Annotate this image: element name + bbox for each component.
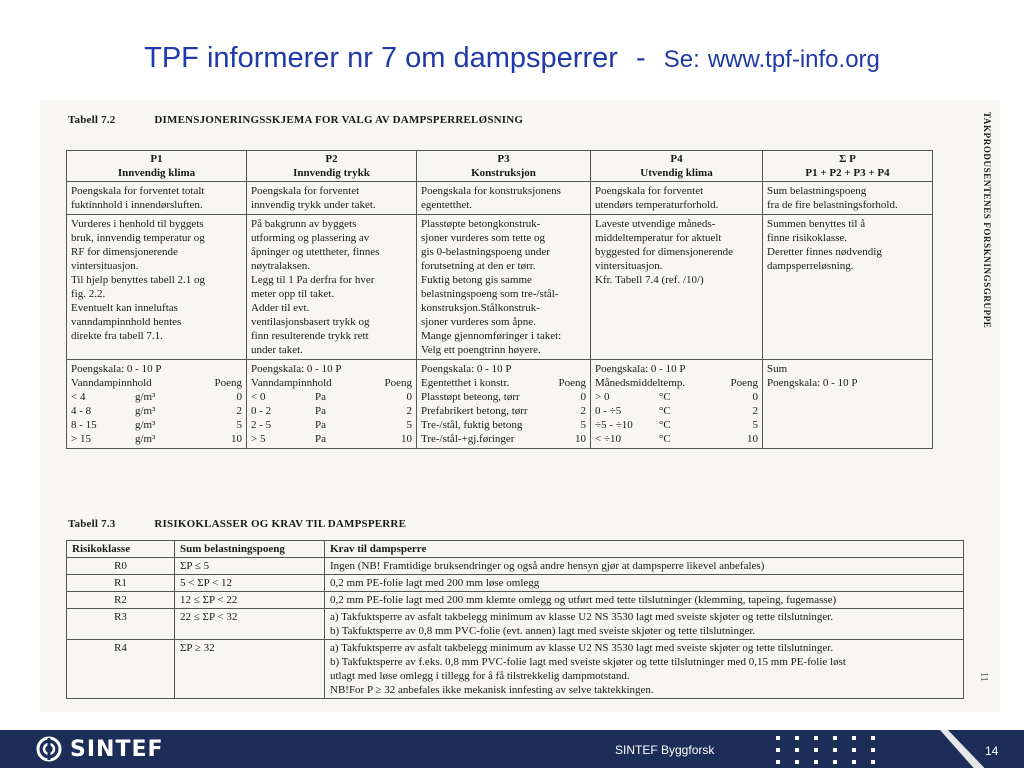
scale-row <box>251 404 412 418</box>
description-line: vintersituasjon. <box>71 260 139 272</box>
table72-description-cell <box>247 215 417 360</box>
table72-header-row <box>67 151 933 182</box>
scale-row <box>595 418 758 432</box>
scale-points: 0 <box>752 391 758 403</box>
scale-col1: Poengskala: 0 - 10 P <box>767 377 858 389</box>
scale-row <box>595 432 758 446</box>
table72-intro-cell <box>417 182 591 215</box>
table72-scale-cell <box>247 360 417 449</box>
scale-range: Tre-/stål, fuktig betong <box>421 419 523 431</box>
table72-intro-cell <box>247 182 417 215</box>
description-line: dampsperreløsning. <box>767 260 854 272</box>
scanned-document <box>40 100 1000 712</box>
scale-range: < 4 <box>71 391 86 403</box>
intro-line: innvendig trykk under taket. <box>251 199 376 211</box>
risk-class: R4 <box>67 640 175 699</box>
description-line: Fuktig betong gis samme <box>421 274 532 286</box>
scale-range: 4 - 8 <box>71 405 92 417</box>
scale-header <box>595 376 758 390</box>
dot <box>833 760 837 764</box>
scale-points: 0 <box>580 391 586 403</box>
intro-line: Poengskala for forventet totalt <box>71 185 205 197</box>
requirement-line: utlagt med løse omlegg i tillegg for å få tilstrekkelig dampmotstand. <box>330 670 630 682</box>
scale-points: 10 <box>401 433 412 445</box>
scale-range: 8 - 15 <box>71 419 97 431</box>
scale-header <box>421 376 586 390</box>
intro-line: Poengskala for konstruksjonens <box>421 185 561 197</box>
risk-class: R2 <box>67 592 175 609</box>
table73-row <box>67 575 964 592</box>
scale-points: 10 <box>575 433 586 445</box>
description-line: sjoner vurderes som tette og <box>421 232 546 244</box>
title-text: TPF informerer nr 7 om dampsperrer <box>144 42 618 74</box>
risk-class: R3 <box>67 609 175 640</box>
description-line: byggested for dimensjonerende <box>595 246 734 258</box>
sum-points: 22 ≤ ΣP < 32 <box>175 609 325 640</box>
scale-header <box>767 376 928 390</box>
scale-points: 2 <box>406 405 412 417</box>
table73-body <box>67 558 964 699</box>
table72-description-cell <box>67 215 247 360</box>
scale-range: > 0 <box>595 391 610 403</box>
requirement-line: 0,2 mm PE-folie lagt med 200 mm løse omlegg <box>330 577 540 589</box>
dot <box>795 736 799 740</box>
description-line: utforming og plassering av <box>251 232 370 244</box>
table72-caption <box>68 114 523 126</box>
vapor-barrier-requirement <box>325 640 964 699</box>
scale-col3: Poeng <box>214 377 242 389</box>
scale-range: Plasstøpt beteong, tørr <box>421 391 520 403</box>
description-line: under taket. <box>251 344 303 356</box>
table72-description-row <box>67 215 933 360</box>
scale-row <box>421 390 586 404</box>
sum-points: 12 ≤ ΣP < 22 <box>175 592 325 609</box>
vapor-barrier-requirement <box>325 609 964 640</box>
scale-unit: g/m³ <box>135 433 156 445</box>
intro-line: Poengskala for forventet <box>251 185 360 197</box>
intro-line: egentetthet. <box>421 199 473 211</box>
table72-intro-row <box>67 182 933 215</box>
scale-row <box>71 390 242 404</box>
scale-range: > 15 <box>71 433 91 445</box>
table73-row <box>67 609 964 640</box>
dot <box>814 736 818 740</box>
table72-description-cell <box>763 215 933 360</box>
scale-row <box>421 418 586 432</box>
table73-label: Tabell 7.3 <box>68 518 116 530</box>
scale-title: Sum <box>767 363 788 375</box>
scale-unit: Pa <box>315 391 326 403</box>
vapor-barrier-requirement <box>325 592 964 609</box>
scale-points: 10 <box>231 433 242 445</box>
scale-range: 2 - 5 <box>251 419 272 431</box>
requirement-line: Ingen (NB! Framtidige bruksendringer og også andre hensyn gjør at dampsperre likevel anbefales) <box>330 560 765 572</box>
scale-points: 0 <box>406 391 412 403</box>
description-line: åpninger og utettheter, finnes <box>251 246 380 258</box>
dot <box>833 736 837 740</box>
table72-scale-cell <box>417 360 591 449</box>
vapor-barrier-requirement <box>325 558 964 575</box>
scale-header <box>71 376 242 390</box>
table72-header: P3 Konstruksjon <box>417 151 591 182</box>
scale-title: Poengskala: 0 - 10 P <box>595 363 686 375</box>
scale-col3 <box>898 376 928 390</box>
scale-range: ÷5 - ÷10 <box>595 419 633 431</box>
scale-points: 10 <box>747 433 758 445</box>
scale-title: Poengskala: 0 - 10 P <box>251 363 342 375</box>
intro-line: fuktinnhold i innendørsluften. <box>71 199 203 211</box>
scale-unit: g/m³ <box>135 405 156 417</box>
table73-header: Sum belastningspoeng <box>175 541 325 558</box>
slide-number: 14 <box>985 744 999 758</box>
scale-range: < ÷10 <box>595 433 621 445</box>
dot <box>852 760 856 764</box>
dot <box>795 748 799 752</box>
slide-title <box>0 42 1024 75</box>
requirement-line: b) Takfuktsperre av 0,8 mm PVC-folie (evt. annen) lagt med sveiste skjøter og tette tilslutninger. <box>330 625 756 637</box>
description-line: fig. 2.2. <box>71 288 106 300</box>
description-line: bruk, innvendig temperatur og <box>71 232 205 244</box>
description-line: Mange gjennomføringer i taket: <box>421 330 562 342</box>
scale-range: Tre-/stål-+gj.føringer <box>421 433 515 445</box>
table72-header: P2 Innvendig trykk <box>247 151 417 182</box>
sum-points: ΣP ≥ 32 <box>175 640 325 699</box>
sum-points: 5 < ΣP < 12 <box>175 575 325 592</box>
description-line: nøytralaksen. <box>251 260 310 272</box>
description-line: sjoner vurderes som åpne. <box>421 316 536 328</box>
scan-page-number: 11 <box>978 672 989 682</box>
description-line: Til hjelp benyttes tabell 2.1 og <box>71 274 206 286</box>
scale-row <box>71 418 242 432</box>
table73-header: Risikoklasse <box>67 541 175 558</box>
description-line: ventilasjonsbasert trykk og <box>251 316 370 328</box>
side-caption: TAKPRODUSENTENES FORSKNINGSGRUPPE <box>982 112 992 329</box>
description-line: belastningspoeng som tre-/stål- <box>421 288 559 300</box>
description-line: finne risikoklasse. <box>767 232 848 244</box>
table72-intro-cell <box>67 182 247 215</box>
scale-points: 5 <box>752 419 758 431</box>
scale-range: < 0 <box>251 391 266 403</box>
table72 <box>66 150 933 449</box>
scale-row <box>421 432 586 446</box>
scale-points: 5 <box>580 419 586 431</box>
dot <box>833 748 837 752</box>
risk-class: R0 <box>67 558 175 575</box>
scale-col1: Egentetthet i konstr. <box>421 377 510 389</box>
vapor-barrier-requirement <box>325 575 964 592</box>
description-line: Velg ett poengtrinn høyere. <box>421 344 541 356</box>
table72-scale-cell <box>591 360 763 449</box>
requirement-line: b) Takfuktsperre av f.eks. 0,8 mm PVC-folie lagt med sveiste skjøter og tette tilslutninger med 0,15 mm PE-folie løst <box>330 656 846 668</box>
scale-unit: °C <box>659 419 671 431</box>
dot-pattern <box>776 736 875 764</box>
description-line: meter opp til taket. <box>251 288 335 300</box>
table72-header: P1 Innvendig klima <box>67 151 247 182</box>
brand-name: SINTEF <box>70 736 164 762</box>
table73-title: RISIKOKLASSER OG KRAV TIL DAMPSPERRE <box>154 518 407 530</box>
intro-line: utendørs temperaturforhold. <box>595 199 719 211</box>
table72-intro-cell <box>591 182 763 215</box>
url-link[interactable]: www.tpf-info.org <box>707 46 880 73</box>
description-line: Laveste utvendige måneds- <box>595 218 716 230</box>
scale-row <box>71 432 242 446</box>
requirement-line: 0,2 mm PE-folie lagt med 200 mm klemte omlegg og utført med tette tilslutninger (klemming, tapeing, fugemasse) <box>330 594 837 606</box>
table72-description-cell <box>417 215 591 360</box>
description-line: Legg til 1 Pa derfra for hver <box>251 274 375 286</box>
scale-row <box>251 432 412 446</box>
scale-col1: Vanndampinnhold <box>251 377 332 389</box>
table73-caption <box>68 518 406 530</box>
sum-points: ΣP ≤ 5 <box>175 558 325 575</box>
scale-unit: g/m³ <box>135 419 156 431</box>
scale-points: 2 <box>236 405 242 417</box>
table72-label: Tabell 7.2 <box>68 114 116 126</box>
description-line: gis 0-belastningspoeng under <box>421 246 550 258</box>
table73-header: Krav til dampsperre <box>325 541 964 558</box>
scale-points: 5 <box>236 419 242 431</box>
dot <box>871 736 875 740</box>
description-line: forutsetning at den er tørr. <box>421 260 536 272</box>
table72-scale-row <box>67 360 933 449</box>
scale-unit: Pa <box>315 405 326 417</box>
dot <box>814 760 818 764</box>
description-line: Deretter finnes nødvendig <box>767 246 882 258</box>
table73-row <box>67 592 964 609</box>
table72-title: DIMENSJONERINGSSKJEMA FOR VALG AV DAMPSPERRELØSNING <box>154 114 524 126</box>
scale-unit: °C <box>659 405 671 417</box>
intro-line: Poengskala for forventet <box>595 185 704 197</box>
sintef-logo-icon <box>36 736 62 762</box>
scale-points: 2 <box>752 405 758 417</box>
table72-scale-cell <box>763 360 933 449</box>
table73-row <box>67 640 964 699</box>
dot <box>776 736 780 740</box>
dot <box>871 760 875 764</box>
scale-title: Poengskala: 0 - 10 P <box>421 363 512 375</box>
scale-col3: Poeng <box>730 377 758 389</box>
scale-row <box>595 404 758 418</box>
requirement-line: a) Takfuktsperre av asfalt takbelegg minimum av klasse U2 NS 3530 lagt med sveiste skjøter og tette tilslutninger. <box>330 642 834 654</box>
scale-unit: Pa <box>315 433 326 445</box>
description-line: Kfr. Tabell 7.4 (ref. /10/) <box>595 274 704 286</box>
description-line: vintersituasjon. <box>595 260 663 272</box>
scale-row <box>251 390 412 404</box>
description-line: middeltemperatur for aktuelt <box>595 232 722 244</box>
dot <box>795 760 799 764</box>
url-prefix: Se: <box>663 46 700 73</box>
table72-header: Σ P P1 + P2 + P3 + P4 <box>763 151 933 182</box>
scale-points: 5 <box>406 419 412 431</box>
description-line: Vurderes i henhold til byggets <box>71 218 204 230</box>
scale-range: > 5 <box>251 433 266 445</box>
scale-col3: Poeng <box>558 377 586 389</box>
dot <box>776 748 780 752</box>
description-line: vanndampinnhold hentes <box>71 316 182 328</box>
scale-col3: Poeng <box>384 377 412 389</box>
scale-range: Prefabrikert betong, tørr <box>421 405 528 417</box>
scale-col1: Månedsmiddeltemp. <box>595 377 686 389</box>
requirement-line: NB!For P ≥ 32 anbefales ikke mekanisk innfesting av selve taktekkingen. <box>330 684 654 696</box>
risk-class: R1 <box>67 575 175 592</box>
description-line: finn resulterende trykk rett <box>251 330 369 342</box>
requirement-line: a) Takfuktsperre av asfalt takbelegg minimum av klasse U2 NS 3530 lagt med sveiste skjøter og tette tilslutninger. <box>330 611 834 623</box>
scale-row <box>71 404 242 418</box>
scale-range: 0 - ÷5 <box>595 405 622 417</box>
table72-header: P4 Utvendig klima <box>591 151 763 182</box>
table73-row <box>67 558 964 575</box>
intro-line: fra de fire belastningsforhold. <box>767 199 898 211</box>
footer <box>0 730 1024 768</box>
description-line: Summen benyttes til å <box>767 218 866 230</box>
description-line: direkte fra tabell 7.1. <box>71 330 163 342</box>
table72-description-cell <box>591 215 763 360</box>
scale-unit: °C <box>659 391 671 403</box>
description-line: konstruksjon.Stålkonstruk- <box>421 302 540 314</box>
description-line: På bakgrunn av byggets <box>251 218 357 230</box>
description-line: Adder til evt. <box>251 302 310 314</box>
scale-row <box>595 390 758 404</box>
scale-range: 0 - 2 <box>251 405 272 417</box>
description-line: Plasstøpte betongkonstruk- <box>421 218 541 230</box>
footer-label: SINTEF Byggforsk <box>615 743 715 757</box>
description-line: Eventuelt kan inneluftas <box>71 302 178 314</box>
scale-row <box>251 418 412 432</box>
dot <box>871 748 875 752</box>
dot <box>814 748 818 752</box>
table72-scale-cell <box>67 360 247 449</box>
dot <box>852 748 856 752</box>
table72-intro-cell <box>763 182 933 215</box>
table73 <box>66 540 964 699</box>
scale-unit: g/m³ <box>135 391 156 403</box>
scale-row <box>421 404 586 418</box>
scale-header <box>251 376 412 390</box>
scale-title: Poengskala: 0 - 10 P <box>71 363 162 375</box>
scale-unit: °C <box>659 433 671 445</box>
title-separator: - <box>635 42 646 74</box>
dot <box>776 760 780 764</box>
scale-col1: Vanndampinnhold <box>71 377 152 389</box>
intro-line: Sum belastningspoeng <box>767 185 867 197</box>
sintef-logo <box>36 736 164 762</box>
scale-unit: Pa <box>315 419 326 431</box>
table73-header-row <box>67 541 964 558</box>
scale-points: 0 <box>236 391 242 403</box>
dot <box>852 736 856 740</box>
scale-points: 2 <box>580 405 586 417</box>
description-line: RF for dimensjonerende <box>71 246 178 258</box>
